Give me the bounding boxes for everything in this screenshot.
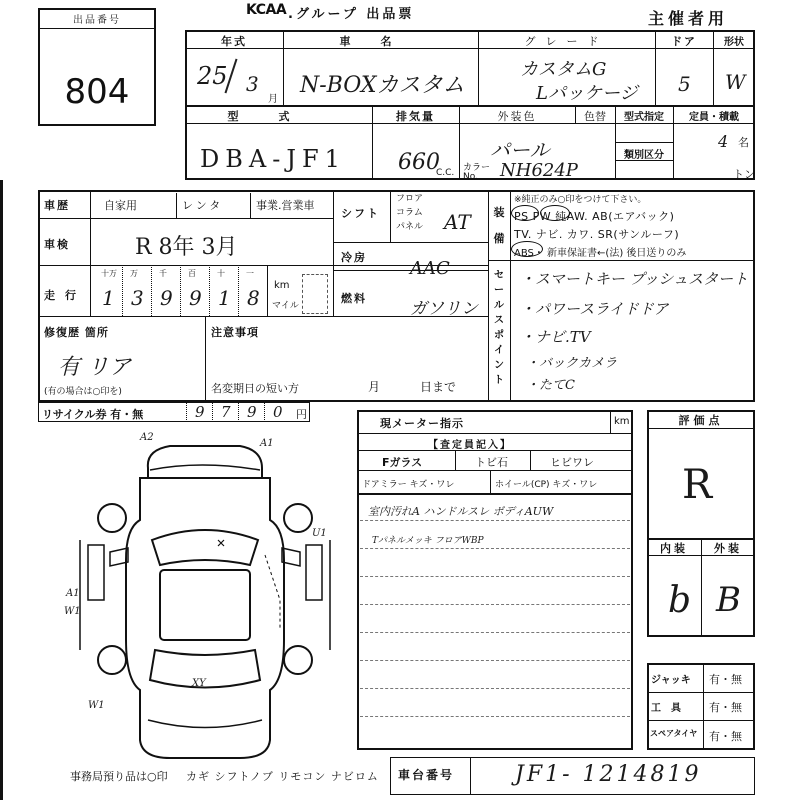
keys-list: カギ シフトノブ リモコン ナビロム <box>186 770 379 783</box>
interior-value: b <box>668 580 692 621</box>
fuel-label: 燃料 <box>341 292 367 305</box>
interior-label: 内装 <box>660 542 688 555</box>
inspector-label: 【査定員記入】 <box>428 440 512 451</box>
tools-label: 工具 <box>651 703 691 714</box>
rename-day: 日まで <box>420 380 457 394</box>
sales-point-3: ・ナビ.TV <box>520 328 591 346</box>
digit-header: 十万 <box>101 269 117 278</box>
digit-value: 3 <box>131 286 144 310</box>
shape-value: W <box>725 70 746 94</box>
jack-value: 有・無 <box>709 673 742 686</box>
wheel-label: ホイール(CP) キズ・ワレ <box>495 480 598 490</box>
notes-label: 注意事項 <box>211 326 259 339</box>
fuel-value: ガソリン <box>410 299 478 319</box>
history-option-business: 事業.営業車 <box>256 199 315 212</box>
exterior-value: B <box>716 580 741 620</box>
digit-value: 9 <box>160 286 173 310</box>
office-note: 事務局預り品は○印 <box>70 770 168 783</box>
color-no-value: NH624P <box>500 160 578 181</box>
sales-point-1: ・スマートキー プッシュスタート <box>520 270 749 288</box>
grade-label: グレード <box>524 35 609 48</box>
recycle-digit: 7 <box>221 403 231 421</box>
ton-unit: トン <box>733 168 755 181</box>
meter-label: 現メーター指示 <box>380 417 464 430</box>
spare-label: スペアタイヤ <box>650 729 698 738</box>
recycle-digit: 9 <box>247 403 257 421</box>
tools-value: 有・無 <box>709 701 742 714</box>
model-value: DBA-JF1 <box>200 145 346 173</box>
jack-label: ジャッキ <box>651 675 691 686</box>
exterior-label: 外装色 <box>497 110 537 123</box>
class-label: 類別区分 <box>624 150 664 161</box>
equipment-row3: ABS・ 新車保証書←(法) 後日送りのみ <box>514 248 687 259</box>
door-value: 5 <box>678 72 691 96</box>
digit-value: 8 <box>247 286 260 310</box>
pw-circle <box>540 205 570 221</box>
mark-left2: W1 <box>64 606 81 617</box>
glass-option-crack: ヒビワレ <box>550 456 594 469</box>
repair-label: 修復歴 箇所 <box>44 326 109 339</box>
shift-label: シフト <box>341 207 380 220</box>
exterior-grade-label: 外装 <box>714 542 742 555</box>
inspection-label: 車検 <box>44 238 70 251</box>
shift-floor: フロア <box>396 194 424 204</box>
equipment-row2: TV. ナビ. カワ. SR(サンルーフ) <box>514 228 680 241</box>
equipment-note: ※純正のみ○印をつけて下さい。 <box>514 195 647 205</box>
sales-point-label: セールスポイント <box>494 270 504 386</box>
shift-value: AT <box>444 210 471 234</box>
capacity-value: 4 <box>718 132 729 151</box>
recycle-label: リサイクル券 有・無 <box>42 408 144 421</box>
rename-month: 月 <box>368 380 381 394</box>
repair-note: (有の場合は○印を) <box>44 387 122 397</box>
mark-top-right: A1 <box>260 438 274 449</box>
capacity-label: 定員・積載 <box>689 112 739 123</box>
type-designation-label: 型式指定 <box>624 112 664 123</box>
comment-1: 室内汚れA ハンドルスレ ボディAUW <box>368 505 554 518</box>
sales-point-4: ・バックカメラ <box>526 356 618 371</box>
spare-value: 有・無 <box>709 730 742 743</box>
year-value: 25 <box>197 62 228 90</box>
history-label: 車歴 <box>44 199 70 212</box>
km-label: km <box>274 280 290 291</box>
grade-line1: カスタムG <box>520 59 607 80</box>
recycle-unit: 円 <box>296 408 307 421</box>
displacement-unit: C.C. <box>436 168 455 178</box>
door-label: ドア <box>671 35 697 48</box>
shift-column: コラム <box>396 208 423 218</box>
mark-bottom-left: W1 <box>88 700 105 711</box>
mirror-label: ドアミラー キズ・ワレ <box>362 480 455 490</box>
score-value: R <box>682 462 713 508</box>
chassis-value: JF1- 1214819 <box>515 762 702 787</box>
lot-number-label: 出品番号 <box>73 15 121 26</box>
ps-circle <box>511 205 539 221</box>
mileage-label: 走行 <box>44 289 86 302</box>
history-option-private: 自家用 <box>104 199 137 212</box>
vehicle-name: N-BOXカスタム <box>300 73 465 98</box>
month-value: 3 <box>246 72 259 96</box>
digit-header: 一 <box>246 269 254 278</box>
sales-point-2: ・パワースライドドア <box>520 300 669 318</box>
mark-left1: A1 <box>66 588 80 599</box>
color-change-label: 色替 <box>584 110 606 123</box>
repair-value: 有 リア <box>58 355 131 380</box>
equipment-row1: PS PW 純AW. AB(エアバック) <box>514 210 675 223</box>
equipment-label: 装備 <box>493 206 505 245</box>
displacement-value: 660 <box>398 150 440 175</box>
displacement-label: 排気量 <box>396 110 435 123</box>
glass-label: Fガラス <box>382 456 423 469</box>
shape-label: 形状 <box>724 37 744 48</box>
mark-bottom: XY <box>192 678 206 689</box>
ac-label: 冷房 <box>341 251 367 264</box>
brand-logo: KCAA <box>246 2 287 18</box>
color-no-label: カラーNo. <box>463 163 491 182</box>
mark-top: A2 <box>140 432 154 443</box>
digit-header: 千 <box>159 269 167 278</box>
score-label: 評価点 <box>678 414 724 427</box>
glass-option-chip: トビ石 <box>475 456 508 469</box>
color-value: パール <box>490 138 550 162</box>
digit-header: 万 <box>130 269 138 278</box>
name-label: 車名 <box>339 35 422 48</box>
history-option-rental: レンタ <box>182 199 224 212</box>
chassis-label: 車台番号 <box>398 768 455 782</box>
mark-right: U1 <box>312 528 327 539</box>
digit-value: 1 <box>102 286 115 310</box>
rename-label: 名変期日の短い方 <box>211 382 299 395</box>
digit-header: 十 <box>217 269 225 278</box>
capacity-unit: 名 <box>738 136 749 149</box>
ac-value: AAC <box>410 258 450 279</box>
sales-point-5: ・たてC <box>526 378 575 393</box>
digit-value: 9 <box>189 286 202 310</box>
grade-line2: Lパッケージ <box>536 83 638 104</box>
mile-label: マイル <box>272 301 299 311</box>
digit-header: 百 <box>188 269 196 278</box>
organizer-label: 主催者用 <box>648 9 729 28</box>
recycle-digit: 9 <box>195 403 205 421</box>
inspection-value: R 8年 3月 <box>135 235 238 260</box>
recycle-digit: 0 <box>273 403 283 421</box>
comment-2: Tパネルメッキ フロアWBP <box>372 536 484 546</box>
form-title: .グループ 出品票 <box>288 7 415 22</box>
meter-unit: km <box>614 416 630 427</box>
digit-value: 1 <box>218 286 231 310</box>
lot-number: 804 <box>64 72 130 112</box>
month-unit: 月 <box>268 94 278 105</box>
year-label: 年式 <box>221 35 247 48</box>
shift-panel: パネル <box>396 222 424 232</box>
model-label: 型式 <box>227 110 330 123</box>
abs-circle <box>511 241 543 257</box>
